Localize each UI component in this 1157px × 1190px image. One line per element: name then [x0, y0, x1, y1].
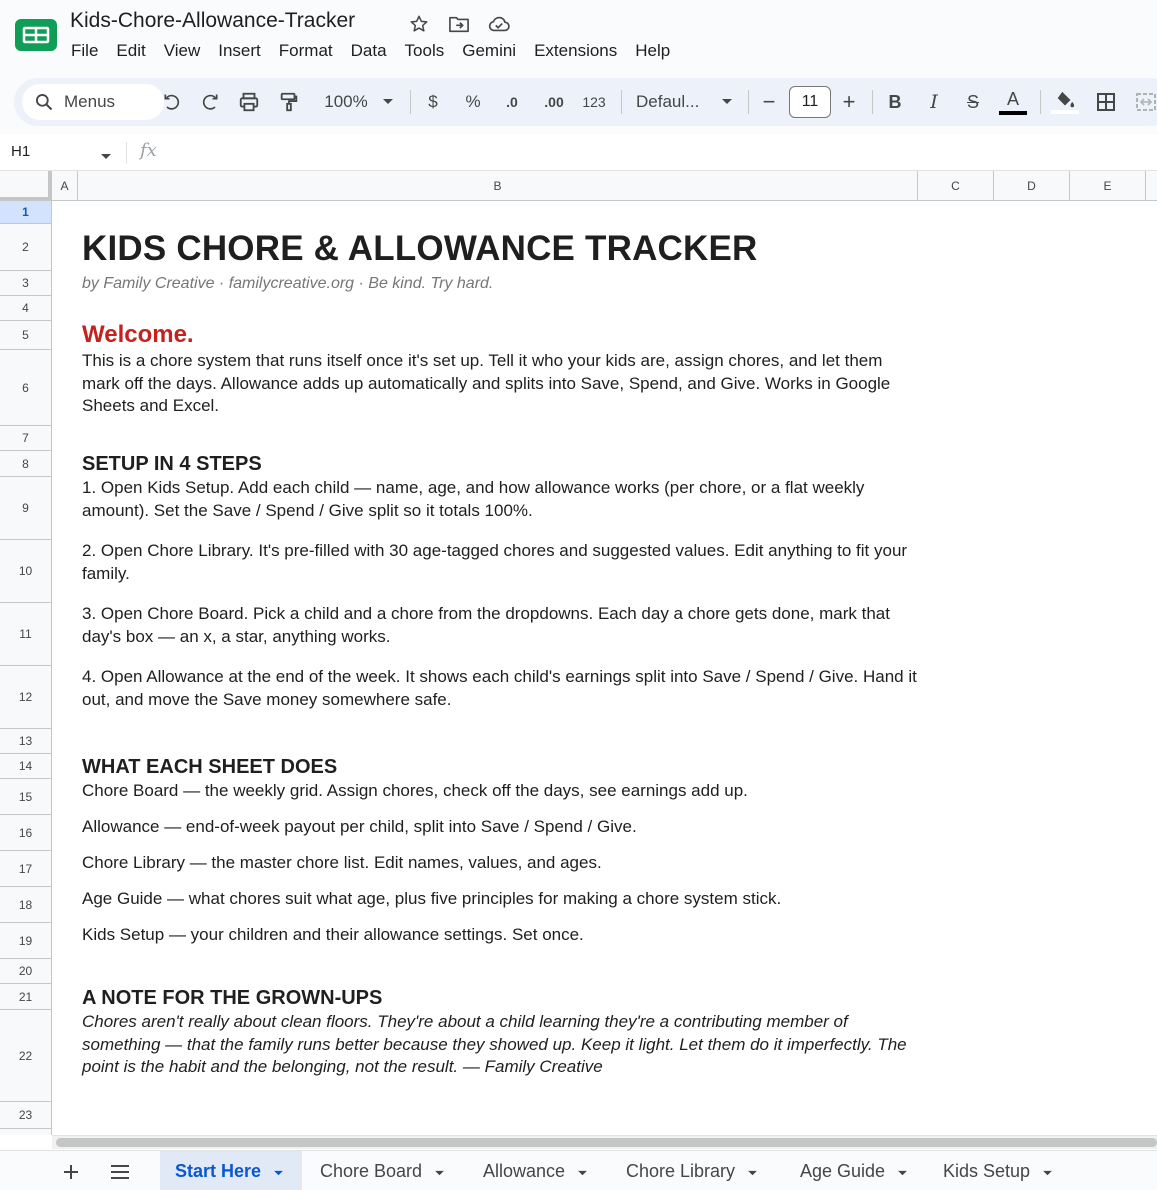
row-header-6[interactable]: 6	[0, 350, 51, 426]
toolbar-area	[0, 76, 1157, 134]
sheet-description: Kids Setup — your children and their allowance settings. Set once.	[82, 925, 584, 944]
dropdown-caret-icon[interactable]	[273, 1161, 284, 1182]
welcome-heading: Welcome.	[82, 321, 194, 348]
row-header-13[interactable]: 13	[0, 729, 51, 754]
sheets-logo-icon[interactable]	[14, 17, 58, 53]
increase-decimal-label: .00	[544, 94, 564, 110]
decrease-decimal-button[interactable]	[497, 87, 527, 117]
zoom-select[interactable]	[316, 87, 376, 117]
dropdown-caret-icon[interactable]	[379, 87, 397, 117]
undo-icon[interactable]	[159, 87, 185, 117]
dropdown-caret-icon[interactable]	[897, 1161, 908, 1182]
setup-step: 3. Open Chore Board. Pick a child and a chore from the dropdowns. Each day a chore gets done, mark that day's box — an x, a star, anything works.	[82, 604, 890, 646]
format-currency-button[interactable]: $	[428, 92, 438, 111]
text-color-swatch	[999, 111, 1027, 115]
paint-format-icon[interactable]	[275, 87, 303, 117]
move-to-folder-icon[interactable]	[446, 11, 472, 37]
decrease-font-size-button[interactable]: −	[762, 89, 776, 114]
menu-bar	[62, 39, 679, 63]
fx-icon: fx	[140, 140, 157, 161]
menu-data[interactable]: Data	[350, 41, 387, 60]
menus-search-label: Menus	[64, 92, 116, 111]
toolbar-divider	[872, 90, 873, 114]
row-header-2[interactable]: 2	[0, 224, 51, 271]
menus-search[interactable]	[22, 84, 164, 120]
dropdown-caret-icon[interactable]	[100, 148, 112, 166]
tab-chore-library[interactable]	[611, 1151, 781, 1190]
welcome-text: This is a chore system that runs itself once it's set up. Tell it who your kids are, assign chores, and let them mark off the days. Allowance adds up automatically and splits into Save, Spend, and Give. Works in Google Sheets and Excel.	[82, 351, 891, 415]
text-color-label: A	[1006, 88, 1019, 109]
tab-label: Kids Setup	[943, 1160, 1031, 1181]
sheet-description: Allowance — end-of-week payout per child, split into Save / Spend / Give.	[82, 817, 637, 836]
tab-kids-setup[interactable]	[928, 1151, 1073, 1190]
menu-edit[interactable]: Edit	[116, 41, 146, 60]
sheet-tab-bar	[0, 1150, 1157, 1190]
note-heading: A NOTE FOR THE GROWN-UPS	[82, 987, 383, 1009]
setup-step: 4. Open Allowance at the end of the week. It shows each child's earnings split into Save / Spend / Give. Hand it out, and move the Save money somewhere safe.	[82, 667, 917, 709]
menu-insert[interactable]: Insert	[218, 41, 261, 60]
scrollbar-thumb[interactable]	[56, 1138, 1157, 1147]
add-sheet-button[interactable]	[58, 1159, 84, 1185]
tab-chore-board[interactable]	[305, 1151, 463, 1190]
toolbar-divider	[410, 90, 411, 114]
sheet-description: Chore Board — the weekly grid. Assign chores, check off the days, see earnings add up.	[82, 781, 748, 800]
row-header-4[interactable]: 4	[0, 296, 51, 321]
row-header-17[interactable]: 17	[0, 851, 51, 887]
setup-heading: SETUP IN 4 STEPS	[82, 453, 262, 475]
row-header-23[interactable]: 23	[0, 1102, 51, 1129]
all-sheets-menu-icon[interactable]	[106, 1160, 134, 1184]
cloud-saved-icon[interactable]	[486, 11, 512, 37]
column-header-c[interactable]: C	[918, 171, 994, 201]
text-color-button[interactable]	[998, 87, 1028, 117]
menu-extensions[interactable]: Extensions	[534, 41, 618, 60]
font-size-value: 11	[801, 93, 819, 110]
italic-button[interactable]: I	[930, 91, 938, 113]
setup-step: 1. Open Kids Setup. Add each child — name, age, and how allowance works (per chore, or a flat weekly amount). Set the Save / Spend / Give split so it totals 100%.	[82, 478, 865, 520]
sheet-grid[interactable]	[52, 201, 1157, 1135]
row-header-12[interactable]: 12	[0, 666, 51, 729]
title-bar	[0, 0, 1157, 76]
tab-label: Age Guide	[800, 1160, 886, 1181]
dropdown-caret-icon[interactable]	[718, 87, 736, 117]
row-header-20[interactable]: 20	[0, 959, 51, 984]
increase-font-size-button[interactable]: +	[842, 89, 856, 114]
menu-gemini[interactable]: Gemini	[462, 41, 517, 60]
bold-button[interactable]: B	[888, 91, 902, 112]
page-title: KIDS CHORE & ALLOWANCE TRACKER	[82, 229, 758, 268]
star-icon[interactable]	[406, 11, 432, 37]
sheet-description: Chore Library — the master chore list. Edit names, values, and ages.	[82, 853, 602, 872]
fill-color-swatch	[1051, 110, 1079, 114]
tab-start-here[interactable]	[160, 1151, 302, 1190]
toolbar	[14, 78, 1157, 126]
font-size-input[interactable]	[789, 86, 831, 118]
formula-bar	[0, 134, 1157, 171]
row-header-21[interactable]: 21	[0, 984, 51, 1010]
number-format-button[interactable]: 123	[582, 94, 606, 110]
byline: by Family Creative · familycreative.org · Be kind. Try hard.	[82, 275, 494, 292]
tab-label: Start Here	[175, 1160, 262, 1181]
font-family-value: Defaul...	[636, 92, 700, 111]
tab-label: Chore Board	[320, 1160, 423, 1181]
column-header-d[interactable]: D	[994, 171, 1070, 201]
dropdown-caret-icon[interactable]	[577, 1161, 588, 1182]
toolbar-divider	[748, 90, 749, 114]
merge-cells-icon[interactable]	[1132, 87, 1157, 117]
row-header-15[interactable]: 15	[0, 779, 51, 815]
setup-step: 2. Open Chore Library. It's pre-filled with 30 age-tagged chores and suggested values. Edit anything to fit your family.	[82, 541, 908, 583]
sheets-heading: WHAT EACH SHEET DOES	[82, 756, 338, 778]
name-box[interactable]: H1	[11, 143, 31, 160]
row-header-7[interactable]: 7	[0, 426, 51, 451]
menu-file[interactable]: File	[71, 41, 99, 60]
menu-tools[interactable]: Tools	[404, 41, 445, 60]
column-header-e[interactable]: E	[1070, 171, 1146, 201]
tab-allowance[interactable]	[468, 1151, 608, 1190]
row-header-10[interactable]: 10	[0, 540, 51, 603]
menu-help[interactable]: Help	[635, 41, 671, 60]
row-header-8[interactable]: 8	[0, 451, 51, 477]
row-header-3[interactable]: 3	[0, 271, 51, 296]
row-header-19[interactable]: 19	[0, 923, 51, 959]
font-family-select[interactable]	[636, 87, 716, 117]
horizontal-scrollbar[interactable]	[52, 1135, 1157, 1149]
row-header-5[interactable]: 5	[0, 321, 51, 350]
column-header-b[interactable]: B	[78, 171, 918, 201]
row-header-16[interactable]: 16	[0, 815, 51, 851]
format-percent-button[interactable]: %	[465, 92, 481, 111]
row-header-1[interactable]: 1	[0, 201, 51, 224]
row-headers	[0, 201, 52, 1135]
fill-color-icon[interactable]	[1050, 87, 1080, 117]
select-all-corner[interactable]	[0, 171, 52, 201]
formula-bar-divider	[126, 142, 127, 164]
column-headers	[0, 171, 1157, 201]
toolbar-divider	[621, 90, 622, 114]
row-header-18[interactable]: 18	[0, 887, 51, 923]
tab-label: Chore Library	[626, 1160, 736, 1181]
strikethrough-button[interactable]: S	[966, 91, 979, 112]
row-header-11[interactable]: 11	[0, 603, 51, 666]
toolbar-divider	[1040, 90, 1041, 114]
redo-icon[interactable]	[197, 87, 223, 117]
borders-icon[interactable]	[1092, 87, 1120, 117]
sheet-description: Age Guide — what chores suit what age, plus five principles for making a chore system stick.	[82, 889, 782, 908]
column-header-a[interactable]: A	[52, 171, 78, 201]
document-title[interactable]: Kids-Chore-Allowance-Tracker	[70, 9, 356, 32]
tab-label: Allowance	[483, 1160, 566, 1181]
zoom-value: 100%	[324, 92, 368, 111]
row-header-14[interactable]: 14	[0, 754, 51, 779]
decrease-decimal-label: .0	[506, 94, 518, 110]
menu-format[interactable]: Format	[278, 41, 333, 60]
dropdown-caret-icon[interactable]	[1042, 1161, 1053, 1182]
dropdown-caret-icon[interactable]	[747, 1161, 758, 1182]
dropdown-caret-icon[interactable]	[434, 1161, 445, 1182]
menu-view[interactable]: View	[163, 41, 201, 60]
row-header-9[interactable]: 9	[0, 477, 51, 540]
note-text: Chores aren't really about clean floors. They're about a child learning they're a contributing member of something — that the family runs better because they showed up. Keep it light. Let them do it imperfectly. The point is the habit and the belonging, not the result. — Family Creative	[82, 1012, 907, 1076]
print-icon[interactable]	[235, 87, 263, 117]
increase-decimal-button[interactable]	[537, 87, 571, 117]
tab-age-guide[interactable]	[785, 1151, 930, 1190]
row-header-22[interactable]: 22	[0, 1010, 51, 1102]
search-icon	[34, 92, 54, 112]
